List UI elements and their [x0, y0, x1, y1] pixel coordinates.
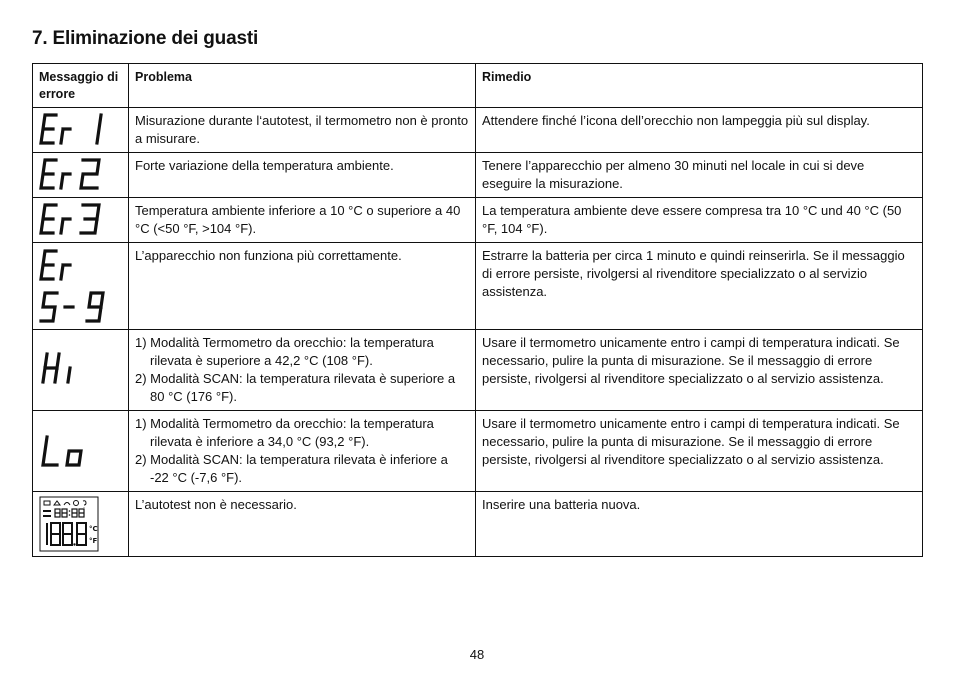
- error-code-lo-display: [33, 411, 129, 492]
- error-code-er3-display: [33, 198, 129, 243]
- problem-cell: [129, 330, 476, 411]
- problem-list: [135, 415, 469, 487]
- problem-cell: L’apparecchio non funziona più correttamente.: [129, 243, 476, 330]
- remedy-cell: La temperatura ambiente deve essere compresa tra 10 °C und 40 °C (50 °F, 104 °F).: [476, 198, 923, 243]
- list-item: 2) Modalità SCAN: la temperatura rilevata è superiore a 80 °C (176 °F).: [135, 371, 456, 404]
- remedy-cell: Attendere finché l’icona dell’orecchio non lampeggia più sul display.: [476, 108, 923, 153]
- lcd-er3-icon: [39, 202, 125, 236]
- troubleshooting-table: [32, 63, 923, 557]
- remedy-cell: Usare il termometro unicamente entro i campi di temperatura indicati. Se necessario, pulire la punta di misurazione. Se il messaggio di errore persiste, rivolgersi al rivenditore specializzato o al servizio assistenza.: [476, 330, 923, 411]
- table-row: [33, 108, 923, 153]
- list-item: 1) Modalità Termometro da orecchio: la temperatura rilevata è superiore a 42,2 °C (108 °F).: [135, 335, 434, 368]
- header-message: Messaggio di errore: [33, 64, 129, 108]
- remedy-cell: Estrarre la batteria per circa 1 minuto e quindi reinserirla. Se il messaggio di errore persiste, rivolgersi al rivenditore specializzato o al servizio assistenza.: [476, 243, 923, 330]
- lcd-hi-icon: [39, 334, 125, 394]
- table-row: [33, 198, 923, 243]
- page-number: 48: [469, 647, 485, 662]
- lcd-er2-icon: [39, 157, 125, 191]
- table-row: [33, 411, 923, 492]
- error-code-er5-9-display: [33, 243, 129, 330]
- problem-list: [135, 334, 469, 406]
- error-code-hi-display: [33, 330, 129, 411]
- remedy-cell: Usare il termometro unicamente entro i campi di temperatura indicati. Se necessario, pulire la punta di misurazione. Se il messaggio di errore persiste, rivolgersi al rivenditore specializzato o al servizio assistenza.: [476, 411, 923, 492]
- svg-text:°F: °F: [89, 537, 98, 545]
- error-code-full-lcd-display: [33, 492, 129, 557]
- table-row: [33, 492, 923, 557]
- problem-cell: Temperatura ambiente inferiore a 10 °C o superiore a 40 °C (<50 °F, >104 °F).: [129, 198, 476, 243]
- header-problem: Problema: [129, 64, 476, 108]
- remedy-cell: Inserire una batteria nuova.: [476, 492, 923, 557]
- remedy-cell: Tenere l’apparecchio per almeno 30 minuti nel locale in cui si deve eseguire la misurazione.: [476, 153, 923, 198]
- header-remedy: Rimedio: [476, 64, 923, 108]
- error-code-er2-display: [33, 153, 129, 198]
- lcd-er5-9-icon: [39, 247, 125, 325]
- list-item: 1) Modalità Termometro da orecchio: la temperatura rilevata è inferiore a 34,0 °C (93,2 °F).: [135, 416, 434, 449]
- lcd-er1-icon: [39, 112, 125, 146]
- full-lcd-segments-icon: [39, 496, 99, 552]
- table-row: [33, 243, 923, 330]
- error-code-er1-display: [33, 108, 129, 153]
- list-item: 2) Modalità SCAN: la temperatura rilevata è inferiore a -22 °C (-7,6 °F).: [135, 452, 448, 485]
- lcd-lo-icon: [39, 415, 125, 475]
- table-row: [33, 330, 923, 411]
- table-row: [33, 153, 923, 198]
- problem-cell: Misurazione durante l‘autotest, il termometro non è pronto a misurare.: [129, 108, 476, 153]
- problem-cell: Forte variazione della temperatura ambiente.: [129, 153, 476, 198]
- page-title: 7. Eliminazione dei guasti: [32, 28, 259, 49]
- problem-cell: [129, 411, 476, 492]
- svg-text:°C: °C: [89, 525, 98, 533]
- problem-cell: L’autotest non è necessario.: [129, 492, 476, 557]
- table-header-row: [33, 64, 923, 108]
